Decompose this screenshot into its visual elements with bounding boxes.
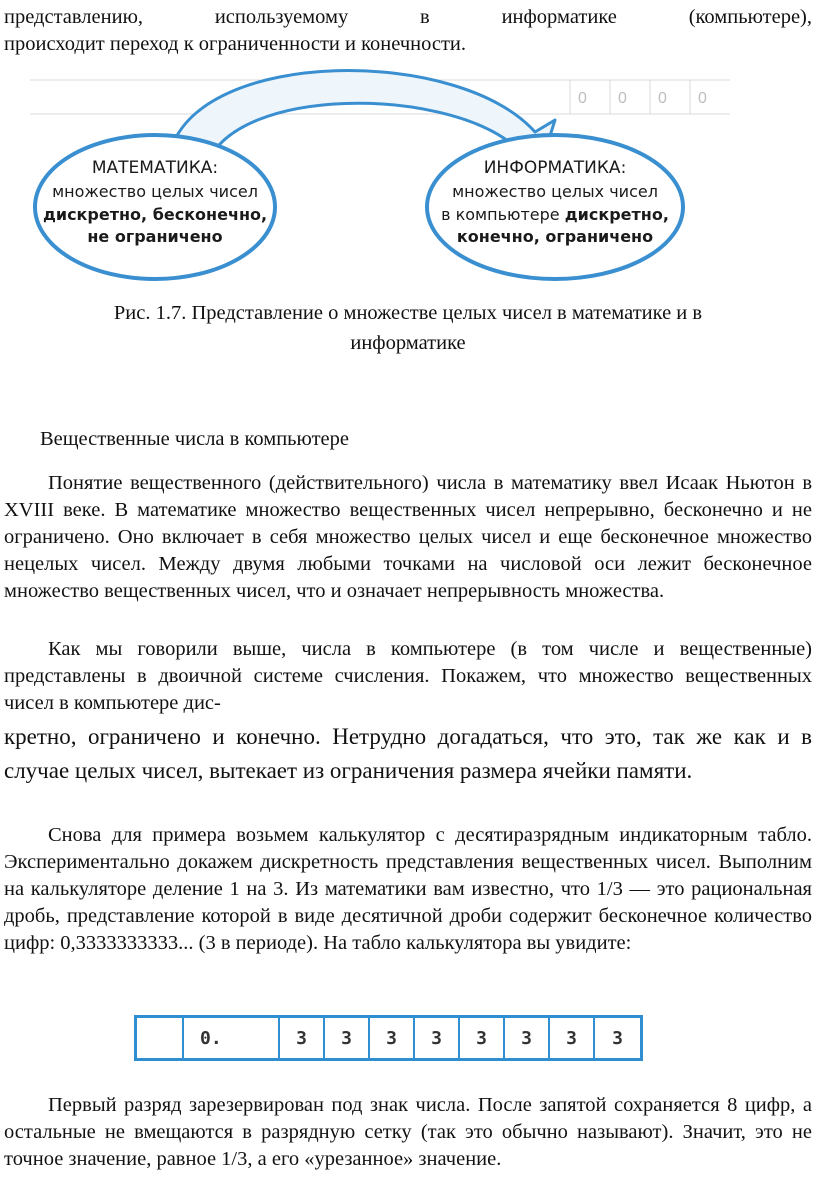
calculator-cell-sign [137,1018,184,1058]
figure-caption-line-1: Рис. 1.7. Представление о множестве целых чисел в математике и в [113,302,703,324]
intro-line-2: происходит переход к ограниченности и конечности. [4,33,467,55]
calculator-cell: 3 [370,1018,415,1058]
bg-digit: 0 [618,90,627,107]
paragraph-2: Как мы говорили выше, числа в компьютере (в том числе и вещественные) представлены в двоичной системе счисления. Покажем, что множество вещественных чисел в компьютере дис- [4,638,812,714]
calculator-display [134,1015,643,1061]
math-line-1: множество целых чисел [52,182,258,201]
background-digits [578,90,707,107]
informatics-line-2 [441,205,669,224]
calculator-cell: 3 [415,1018,460,1058]
math-line-2: дискретно, бесконечно, [42,205,268,224]
calculator-cell: 3 [550,1018,595,1058]
calculator-cell: 3 [460,1018,505,1058]
math-line-3: не ограничено [87,227,223,246]
bg-digit: 0 [578,90,587,107]
calculator-cell: 3 [612,1027,623,1049]
bg-digit: 0 [698,90,707,107]
paragraph-1: Понятие вещественного (действительного) числа в математику ввел Исаак Ньютон в XVIII веке. В математике множество вещественных чисел непрерывно, бесконечно и не ограничено. Оно включает в себя множество целых чисел и еще бесконечное множество нецелых чисел. Между двумя любыми точками на числовой оси лежит бесконечное множество вещественных чисел, что и означает непрерывность множества. [4,472,812,602]
informatics-line-2b: дискретно, [564,205,669,224]
bg-digit: 0 [658,90,667,107]
informatics-line-3: конечно, ограничено [456,227,654,246]
calculator-cell: 0. [184,1018,280,1058]
informatics-line-1: множество целых чисел [452,182,658,201]
paragraph-4: Снова для примера возьмем калькулятор с десятиразрядным индикаторным табло. Экспериментально докажем дискретность представления вещественных чисел. Выполним на калькуляторе деление 1 на 3. Из математики вам известно, что 1/3 — это рациональная дробь, представление которой в виде десятичной дроби содержит бесконечное количество цифр: 0,3333333333... (3 в периоде). На табло калькулятора вы увидите: [4,824,812,954]
math-title: МАТЕМАТИКА: [91,158,219,178]
calculator-cell: 3 [325,1018,370,1058]
informatics-title: ИНФОРМАТИКА: [483,158,627,178]
figure-caption-line-2: информатике [350,332,466,354]
intro-line-1: представлению, используемому в информатике (компьютере), [4,6,812,28]
paragraph-3: кретно, ограничено и конечно. Нетрудно догадаться, что это, так же как и в случае целых чисел, вытекает из ограничения размера ячейки памяти. [4,724,812,783]
section-heading: Вещественные числа в компьютере [40,428,349,450]
figure-math-vs-informatics [30,62,730,292]
paragraph-5: Первый разряд зарезервирован под знак числа. После запятой сохраняется 8 цифр, а остальные не вмещаются в разрядную сетку (так это обычно называют). Значит, это не точное значение, равное 1/3, а его «урезанное» значение. [4,1094,812,1170]
calculator-cell: 3 [505,1018,550,1058]
calculator-cell: 3 [280,1018,325,1058]
informatics-line-2a: в компьютере [441,205,565,224]
